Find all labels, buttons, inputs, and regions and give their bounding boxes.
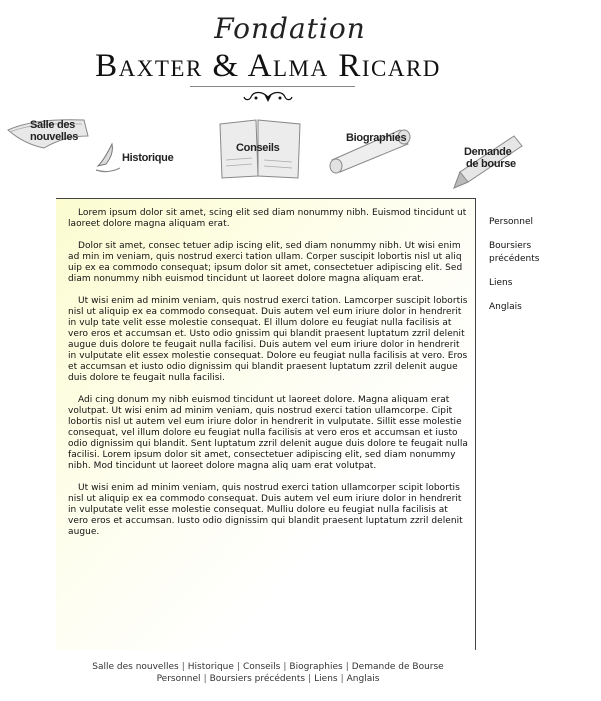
site-header <box>0 0 601 110</box>
foundation-script-title: Fondation <box>214 12 366 45</box>
sidebar-item-liens[interactable]: Liens <box>489 278 513 288</box>
footer-row-2 <box>0 673 536 685</box>
footer-separator: | <box>345 662 349 672</box>
footer-row-1 <box>0 661 536 673</box>
footer-link-boursiers-precedents[interactable]: Boursiers précédents <box>209 674 306 684</box>
footer-separator: | <box>236 662 240 672</box>
content-paragraph: Dolor sit amet, consec tetuer adip iscing elit, sed diam nonummy nibh. Ut wisi enim ad min im veniam, quis nostrud exerci tation ullam. Corper suscipit lobortis nisl ut aliq uip ex ea commodo consequat; ipsum dolor sit amet, consectetuer adipiscing elit. Sed diam nonummy nibh euismod tincidunt ut laoreet dolore magna aliquam erat. <box>68 241 463 284</box>
footer-link-biographies[interactable]: Biographies <box>289 662 343 672</box>
nav-item-conseils[interactable] <box>216 116 306 182</box>
nav-label-line1: Demande <box>464 146 512 158</box>
nav-item-demande-de-bourse[interactable] <box>450 132 550 190</box>
sidebar-item-personnel[interactable]: Personnel <box>489 217 533 227</box>
nav-item-salle-des-nouvelles[interactable] <box>4 114 94 154</box>
nav-label-line2: de bourse <box>466 158 516 170</box>
content-paragraph: Ut wisi enim ad minim veniam, quis nostrud exerci tation ullamcorper scipit lobortis nisl ut aliquip ex ea commodo consequat. Duis autem vel eum iriure dolor in hendrerit in vulputate velit esse molestie consequat. Mulliu dolore eu feugiat nulla facilisis at vero eros et accumsan. Iusto odio dignissim qui blandit praesent luptatum zzril delenit augue. <box>68 483 463 537</box>
nav-item-biographies[interactable] <box>326 124 426 174</box>
ornament-icon <box>243 88 293 106</box>
content-paragraph: Adi cing donum my nibh euismod tincidunt ut laoreet dolore. Magna aliquam erat volutpat. Ut wisi enim ad minim veniam, quis nostrud exerci tation ullamcorpe. Cipit lobortis nisl ut autem vel eum iriure dolor in hendrerit in vulputate. Sillit esse molestie consequat, vel illum dolore eu feugiat nulla facilisis at vero eros et accumsan et iusto odio dignissim qui blandit. Sent luptatum zzril delenit augue duis dolore te feugait nulla facilisi. Lorem ipsum dolor sit amet, consectetuer adipiscing elit, sed diam nonummy nibh. Mod tincidunt ut laoreet dolore magna aliq uam erat volutpat. <box>68 395 468 471</box>
nav-label-line1: Biographies <box>346 132 407 144</box>
nav-label-line2: nouvelles <box>30 131 79 143</box>
sidebar-item-anglais[interactable]: Anglais <box>489 302 522 312</box>
footer-link-historique[interactable]: Historique <box>187 662 234 672</box>
footer-link-demande-de-bourse[interactable]: Demande de Bourse <box>351 662 444 672</box>
footer-separator: | <box>181 662 185 672</box>
nav-item-historique[interactable] <box>94 140 184 180</box>
footer-nav <box>0 661 536 685</box>
nav-label-line1: Salle des <box>30 119 75 131</box>
sidebar-item-boursiers-precedents[interactable]: Boursiers précédents <box>489 241 540 264</box>
title-divider <box>190 86 355 87</box>
footer-separator: | <box>283 662 287 672</box>
footer-separator: | <box>340 674 344 684</box>
content-paragraph: Ut wisi enim ad minim veniam, quis nostrud exerci tation. Lamcorper suscipit lobortis nisl ut aliquip ex ea commodo consequat. Duis autem vel eum iriure dolor in hendrerit in vulp tate velit esse molestie consequat. El illum dolore eu feugiat nulla facilisis at vero eros et accumsan et. Usto odio gnissim qui blandit praesent luptatum zzril delenit augue duis dolore te feugait nulla facilisi. Duis autem vel eum iriure dolor in hendrerit in vulputate elit essex molestie consequat. Dolore eu feugiat nulla facilisis at vero. Eros et accumsan et iusto odio dignissim qui blandit praesent luptatum zzril delenit augue duis dolore te feugait nulla facilisi. <box>68 296 468 383</box>
nav-label-line1: Conseils <box>236 142 280 154</box>
footer-link-personnel[interactable]: Personnel <box>156 674 201 684</box>
footer-separator: | <box>203 674 207 684</box>
footer-link-salle-des-nouvelles[interactable]: Salle des nouvelles <box>92 662 179 672</box>
main-content <box>56 198 476 650</box>
content-paragraph: Lorem ipsum dolor sit amet, scing elit sed diam nonummy nibh. Euismod tincidunt ut laoreet dolore magna aliquam erat. <box>68 208 467 229</box>
main-navigation <box>0 110 601 200</box>
footer-link-liens[interactable]: Liens <box>314 674 338 684</box>
footer-link-conseils[interactable]: Conseils <box>242 662 281 672</box>
nav-label-line1: Historique <box>122 152 174 164</box>
sidebar-nav <box>489 216 589 325</box>
footer-separator: | <box>308 674 312 684</box>
foundation-main-title: Baxter & Alma Ricard <box>95 48 441 84</box>
footer-link-anglais[interactable]: Anglais <box>346 674 380 684</box>
